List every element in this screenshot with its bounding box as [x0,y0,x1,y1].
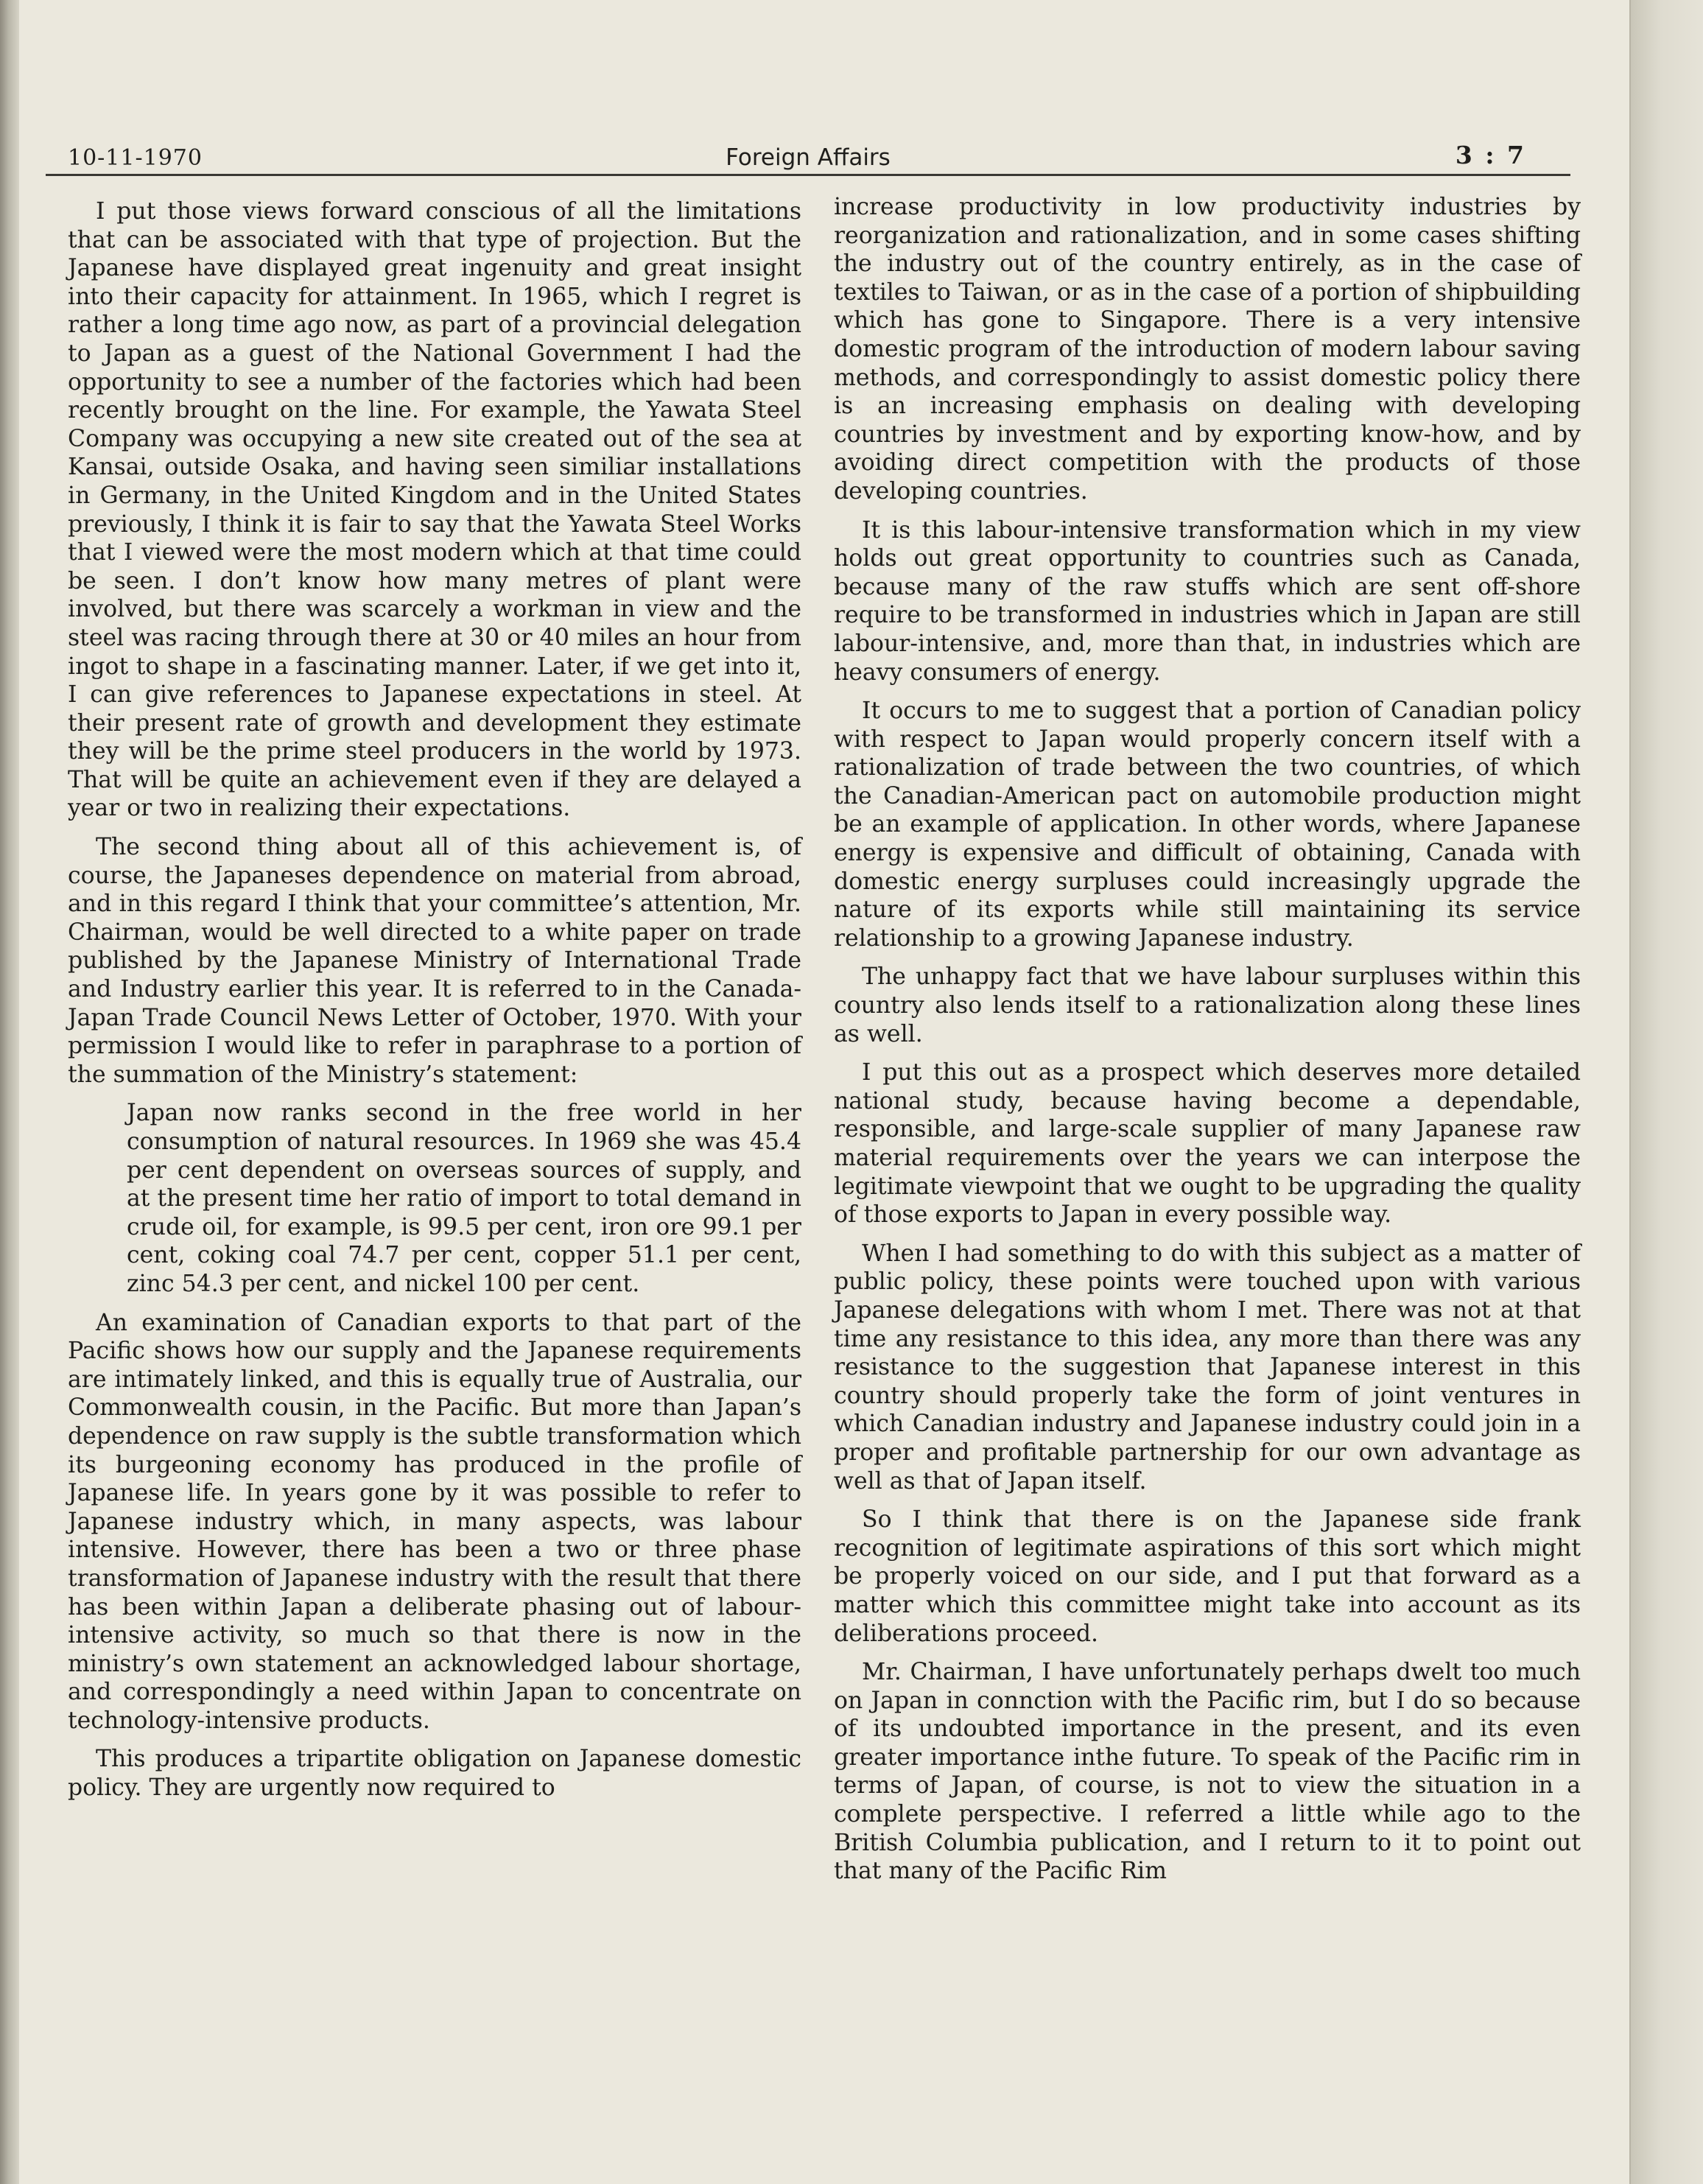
paragraph-continued: increase productivity in low productivity industries by reorganization and rationalization, and in some cases shifting the industry out of the country entirely, as in the case of textiles to Taiwan, or as in the case of a portion of shipbuilding which has gone to Singapore. There is a very intensive domestic program of the introduction of modern labour saving methods, and correspondingly to assist domestic policy there is an increasing emphasis on dealing with developing countries by investment and by exporting know-how, and by avoiding direct competition with the products of those developing countries. [834,194,1581,505]
paragraph: When I had something to do with this subject as a matter of public policy, these points were touched upon with various Japanese delegations with whom I met. There was not at that time any resistance to this idea, any more than there was any resistance to the suggestion that Japanese interest in this country should properly take the form of joint ventures in which Canadian industry and Japanese industry could join in a proper and profitable partnership for our own advantage as well as that of Japan itself. [834,1240,1581,1495]
paragraph: The second thing about all of this achievement is, of course, the Japaneses dependence on material from abroad, and in this regard I think that your committee’s attention, Mr. Chairman, would be well directed to a white paper on trade published by the Japanese Ministry of International Trade and Industry earlier this year. It is referred to in the Canada-Japan Trade Council News Letter of October, 1970. With your permission I would like to refer in paraphrase to a portion of the summation of the Ministry’s statement: [68,834,801,1088]
left-column [68,197,801,1813]
running-header [46,140,1570,176]
paragraph: This produces a tripartite obligation on Japanese domestic policy. They are urgently now required to [68,1746,801,1802]
header-date: 10-11-1970 [68,145,203,171]
paragraph: An examination of Canadian exports to that part of the Pacific shows how our supply and the Japanese requirements are intimately linked, and this is equally true of Australia, our Commonwealth cousin, in the Pacific. But more than Japan’s dependence on raw supply is the subtle transformation which its burgeoning economy has produced in the profile of Japanese life. In years gone by it was possible to refer to Japanese industry which, in many aspects, was labour intensive. However, there has been a two or three phase transformation of Japanese industry with the result that there has been within Japan a deliberate phasing out of labour-intensive activity, so much so that there is now in the ministry’s own statement an acknowledged labour shortage, and correspondingly a need within Japan to concentrate on technology-intensive products. [68,1309,801,1734]
paragraph: Mr. Chairman, I have unfortunately perhaps dwelt too much on Japan in connction with the Pacific rim, but I do so because of its undoubted importance in the present, and its even greater importance inthe future. To speak of the Pacific rim in terms of Japan, of course, is not to view the situation in a complete perspective. I referred a little while ago to the British Columbia publication, and I return to it to point out that many of the Pacific Rim [834,1659,1581,1885]
right-column [834,193,1581,1896]
binding-shadow [0,0,19,2184]
block-quote: Japan now ranks second in the free world in her consumption of natural resources. In 1969 she was 45.4 per cent dependent on overseas sources of supply, and at the present time her ratio of import to total demand in crude oil, for example, is 99.5 per cent, iron ore 99.1 per cent, coking coal 74.7 per cent, copper 51.1 per cent, zinc 54.3 per cent, and nickel 100 per cent. [127,1100,801,1297]
paragraph: I put those views forward conscious of all the limitations that can be associated with that type of projection. But the Japanese have displayed great ingenuity and great insight into their capacity for attainment. In 1965, which I regret is rather a long time ago now, as part of a provincial delegation to Japan as a guest of the National Government I had the opportunity to see a number of the factories which had been recently brought on the line. For example, the Yawata Steel Company was occupying a new site created out of the sea at Kansai, outside Osaka, and having seen similiar installations in Germany, in the United Kingdom and in the United States previously, I think it is fair to say that the Yawata Steel Works that I viewed were the most modern which at that time could be seen. I don’t know how many metres of plant were involved, but there was scarcely a workman in view and the steel was racing through there at 30 or 40 miles an hour from ingot to shape in a fascinating manner. Later, if we get into it, I can give references to Japanese expectations in steel. At their present rate of growth and development they estimate they will be the prime steel producers in the world by 1973. That will be quite an achievement even if they are delayed a year or two in realizing their expectations. [68,198,801,822]
paragraph: It occurs to me to suggest that a portion of Canadian policy with respect to Japan would properly concern itself with a rationalization of trade between the two countries, of which the Canadian-American pact on automobile production might be an example of application. In other words, where Japanese energy is expensive and difficult of obtaining, Canada with domestic energy surpluses could increasingly upgrade the nature of its exports while still maintaining its service relationship to a growing Japanese industry. [834,698,1581,952]
paragraph: I put this out as a prospect which deserves more detailed national study, because having become a dependable, responsible, and large-scale supplier of many Japanese raw material requirements over the years we can interpose the legitimate viewpoint that we ought to be upgrading the quality of those exports to Japan in every possible way. [834,1059,1581,1229]
header-page-number: 3 : 7 [1455,141,1526,169]
page-edge [1629,0,1703,2184]
paragraph: The unhappy fact that we have labour surpluses within this country also lends itself to a rationalization along these lines as well. [834,963,1581,1047]
header-journal-title: Foreign Affairs [726,144,891,171]
paragraph: So I think that there is on the Japanese side frank recognition of legitimate aspirations of this sort which might be properly voiced on our side, and I put that forward as a matter which this committee might take into account as its deliberations proceed. [834,1506,1581,1647]
paragraph: It is this labour-intensive transformation which in my view holds out great opportunity to countries such as Canada, because many of the raw stuffs which are sent off-shore require to be transformed in industries which in Japan are still labour-intensive, and, more than that, in industries which are heavy consumers of energy. [834,516,1581,686]
